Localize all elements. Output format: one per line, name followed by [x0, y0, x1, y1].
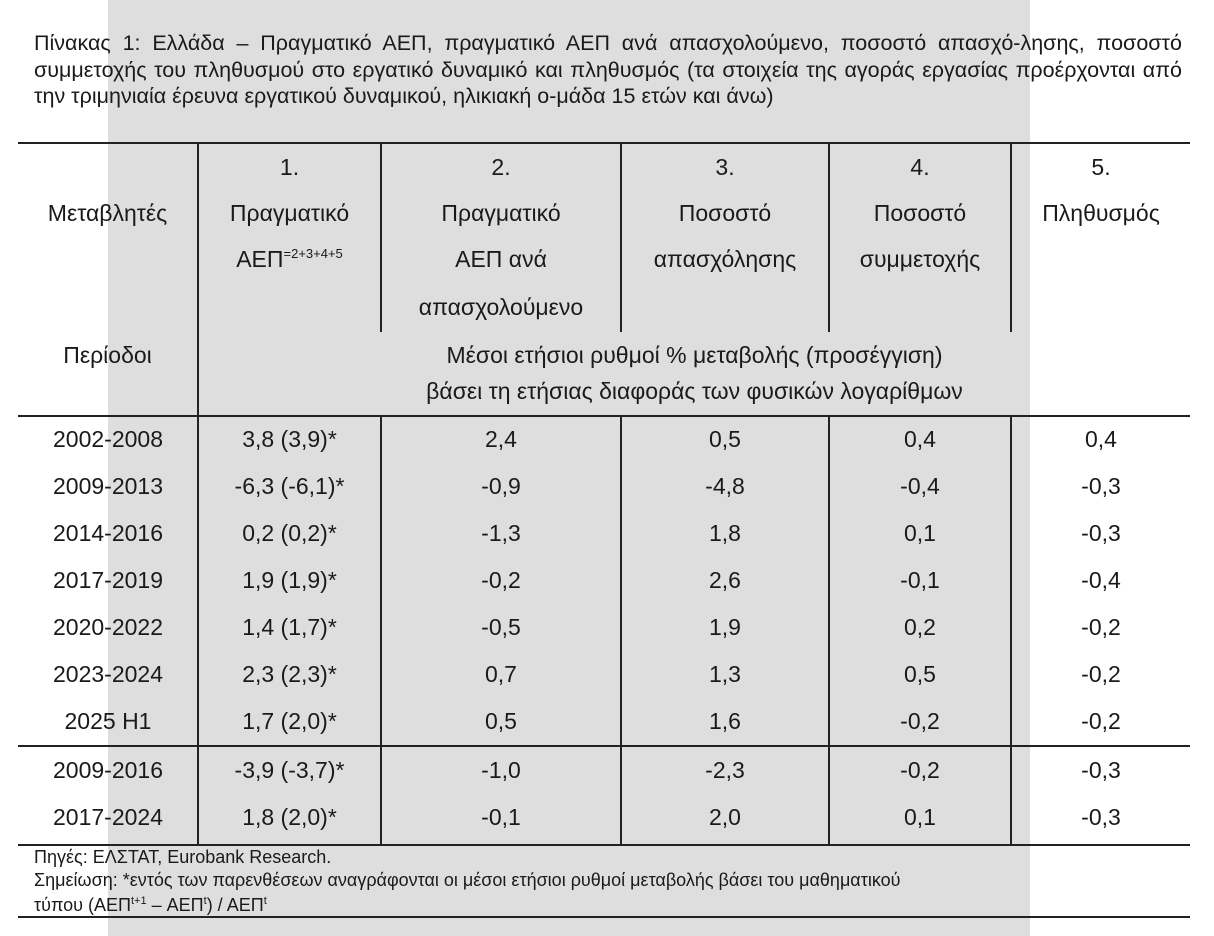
col2-title: Πραγματικό [441, 200, 561, 226]
cell-col1: 1,9 (1,9)* [242, 567, 337, 593]
cell-col2: -0,1 [481, 804, 521, 830]
subheader-line-2: βάσει τη ετήσιας διαφοράς των φυσικών λογαρίθμων [426, 378, 963, 404]
row-period: 2009-2016 [53, 757, 163, 783]
cell-col3: 0,5 [709, 426, 741, 452]
row-period: 2017-2019 [53, 567, 163, 593]
variables-label: Μεταβλητές [47, 200, 168, 226]
subheader-line-1: Μέσοι ετήσιοι ρυθμοί % μεταβολής (προσέγγιση) [446, 342, 943, 368]
row-period: 2009-2013 [53, 473, 163, 499]
row-period: 2025 H1 [64, 708, 152, 734]
row-period: 2017-2024 [53, 804, 163, 830]
cell-col1: -3,9 (-3,7)* [234, 757, 345, 783]
col5-number: 5. [1091, 154, 1111, 180]
col2-subtitle: ΑΕΠ ανά [455, 246, 547, 272]
col3-subtitle: απασχόλησης [653, 246, 797, 272]
cell-col4: 0,4 [904, 426, 936, 452]
cell-col5: -0,2 [1081, 614, 1121, 640]
cell-col3: 1,6 [709, 708, 741, 734]
col1-subtitle: $AE\Pi^{=2+3+4+5}$ [236, 246, 343, 272]
row-period: 2002-2008 [53, 426, 163, 452]
cell-col2: 0,5 [485, 708, 517, 734]
col2-subtitle-2: απασχολούμενο [418, 294, 584, 320]
cell-col5: -0,3 [1081, 520, 1121, 546]
cell-col2: 2,4 [485, 426, 517, 452]
cell-col1: 1,7 (2,0)* [242, 708, 337, 734]
cell-col5: -0,3 [1081, 804, 1121, 830]
cell-col4: -0,1 [900, 567, 940, 593]
cell-col5: -0,2 [1081, 661, 1121, 687]
col4-title: Ποσοστό [873, 200, 967, 226]
cell-col5: -0,3 [1081, 757, 1121, 783]
cell-col4: -0,2 [900, 708, 940, 734]
cell-col1: 1,4 (1,7)* [242, 614, 337, 640]
cell-col1: -6,3 (-6,1)* [234, 473, 345, 499]
cell-col2: -0,9 [481, 473, 521, 499]
periods-label: Περίοδοι [63, 342, 152, 368]
group-separator-rule [18, 745, 1190, 747]
methodology-formula: τύπου $(AE\Pi^{t+1} - AE\Pi^t) / AE\Pi^t$ [34, 895, 267, 915]
row-period: 2020-2022 [53, 614, 163, 640]
cell-col3: 1,8 [709, 520, 741, 546]
cell-col2: -1,0 [481, 757, 521, 783]
cell-col2: -1,3 [481, 520, 521, 546]
col1-number: 1. [279, 154, 300, 180]
cell-col3: 1,3 [709, 661, 741, 687]
cell-col5: -0,3 [1081, 473, 1121, 499]
cell-col2: 0,7 [485, 661, 517, 687]
col5-title: Πληθυσμός [1042, 200, 1160, 226]
table-caption: Πίνακας 1: Ελλάδα – Πραγματικό ΑΕΠ, πραγματικό ΑΕΠ ανά απασχολούμενο, ποσοστό απασχό-λησης, ποσοστό συμμετοχής του πληθυσμού στο εργατικό δυναμικό και πληθυσμός (τα στοιχεία της αγοράς εργασίας προέρχονται από την τριμηνιαία έρευνα εργατικού δυναμικού, ηλικιακή ο-μάδα 15 ετών και άνω) [34, 31, 1182, 108]
row-period: 2014-2016 [53, 520, 163, 546]
cell-col3: -2,3 [705, 757, 745, 783]
col3-title: Ποσοστό [678, 200, 772, 226]
cell-col5: 0,4 [1085, 426, 1117, 452]
cell-col1: 0,2 (0,2)* [242, 520, 337, 546]
cell-col4: -0,2 [900, 757, 940, 783]
cell-col4: 0,1 [904, 520, 936, 546]
footer-bottom-rule [18, 916, 1190, 918]
table-bottom-rule [18, 844, 1190, 846]
cell-col3: 1,9 [709, 614, 741, 640]
col2-number: 2. [491, 154, 511, 180]
cell-col1: 1,8 (2,0)* [242, 804, 337, 830]
col4-subtitle: συμμετοχής [859, 246, 981, 272]
cell-col3: 2,0 [709, 804, 741, 830]
cell-col1: 2,3 (2,3)* [242, 661, 337, 687]
cell-col4: 0,2 [904, 614, 936, 640]
cell-col3: 2,6 [709, 567, 741, 593]
cell-col4: 0,5 [904, 661, 936, 687]
methodology-note: Σημείωση: *εντός των παρενθέσεων αναγράφονται οι μέσοι ετήσιοι ρυθμοί μεταβολής βάσει του μαθηματικού [34, 870, 901, 890]
cell-col5: -0,2 [1081, 708, 1121, 734]
cell-col4: 0,1 [904, 804, 936, 830]
col4-number: 4. [910, 154, 930, 180]
cell-col2: -0,5 [481, 614, 521, 640]
top-rule [18, 142, 1190, 144]
cell-col1: 3,8 (3,9)* [242, 426, 337, 452]
col3-number: 3. [715, 154, 735, 180]
cell-col2: -0,2 [481, 567, 521, 593]
col1-title: Πραγματικό [229, 200, 350, 226]
cell-col5: -0,4 [1081, 567, 1121, 593]
header-divider-1 [197, 144, 199, 415]
cell-col4: -0,4 [900, 473, 940, 499]
row-period: 2023-2024 [53, 661, 163, 687]
cell-col3: -4,8 [705, 473, 745, 499]
sources-note: Πηγές: ΕΛΣΤΑΤ, Eurobank Research. [34, 847, 332, 867]
header-bottom-rule [18, 415, 1190, 417]
